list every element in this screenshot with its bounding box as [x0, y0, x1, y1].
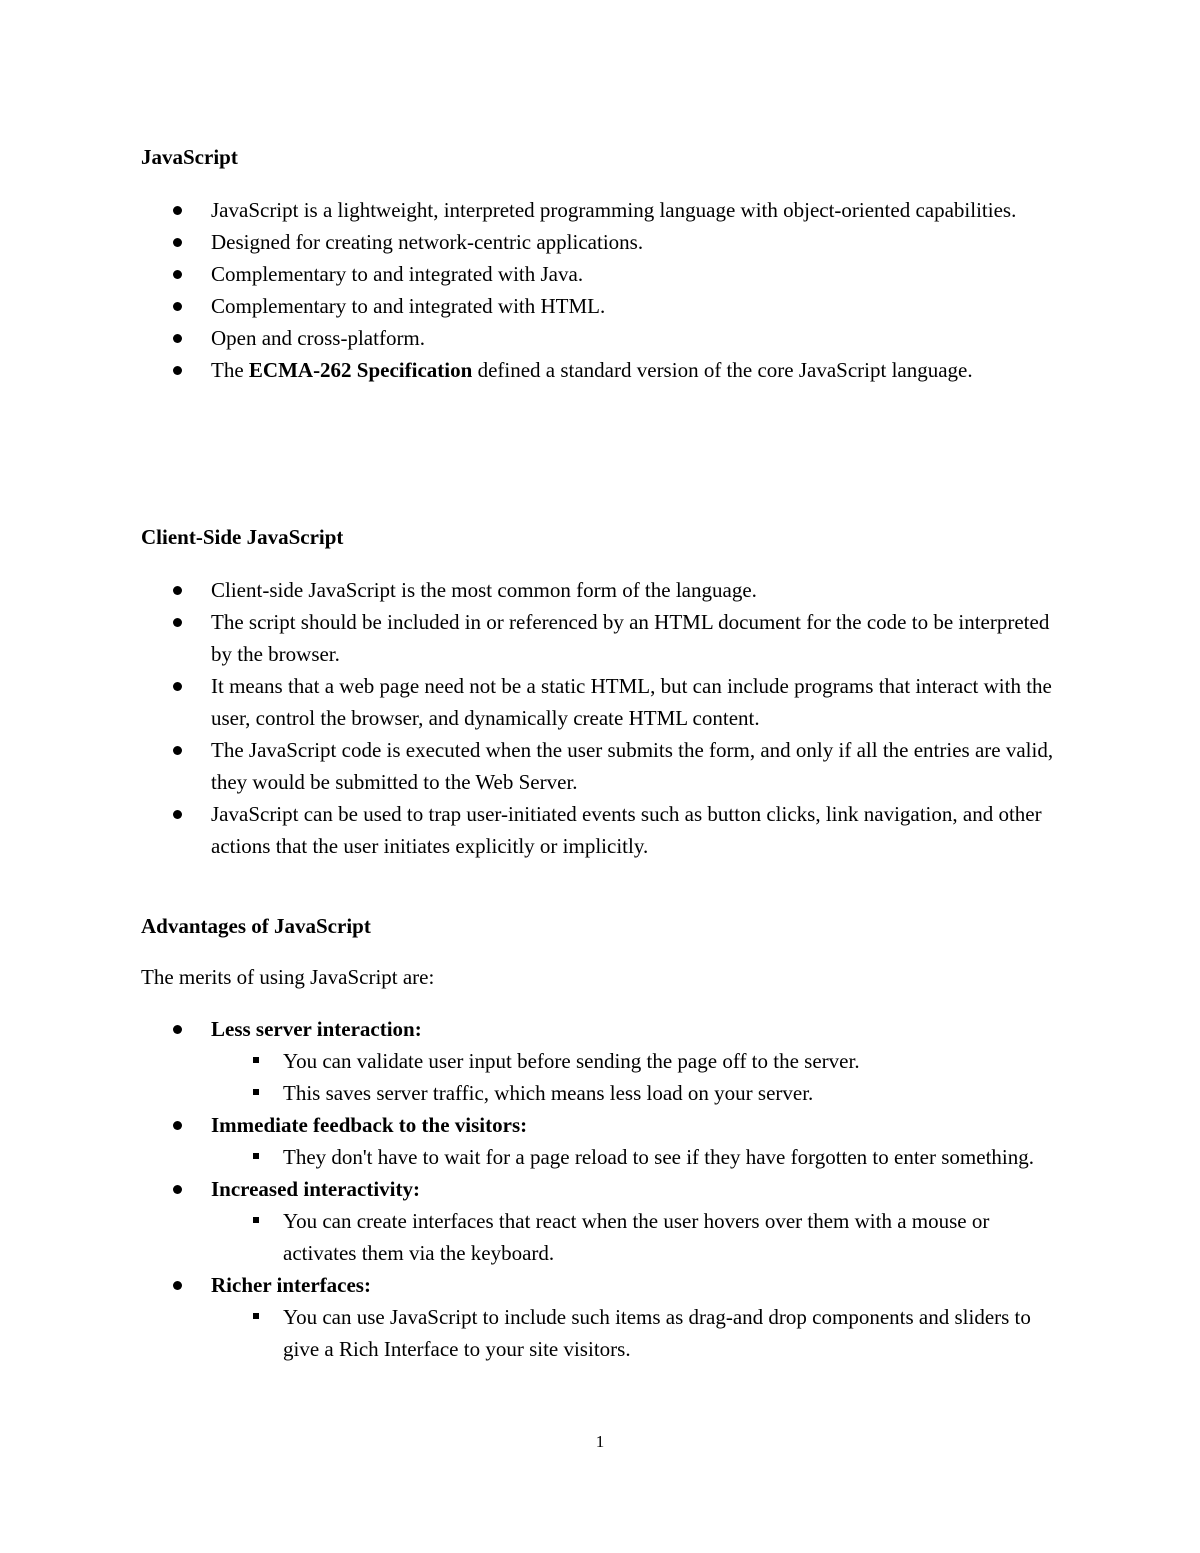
bullet-icon	[173, 238, 182, 247]
list-item: JavaScript can be used to trap user-initiated events such as button clicks, link navigation, and other actions that the user initiates explicitly or implicitly.	[0, 798, 1061, 862]
bullet-icon	[173, 302, 182, 311]
bullet-icon	[173, 682, 182, 691]
list-item: Less server interaction: You can validate user input before sending the page off to the server. This saves server traffic, which means less load on your server.	[0, 1013, 1061, 1109]
bullet-icon	[173, 1185, 182, 1194]
ecma-spec-term: ECMA-262 Specification	[248, 358, 473, 382]
bullet-icon	[173, 586, 182, 595]
client-side-bullet-list	[0, 574, 1061, 862]
list-item: Client-side JavaScript is the most common form of the language.	[0, 574, 1061, 606]
list-item: The JavaScript code is executed when the user submits the form, and only if all the entries are valid, they would be submitted to the Web Server.	[0, 734, 1061, 798]
list-item: Complementary to and integrated with Java.	[0, 258, 1061, 290]
bullet-icon	[173, 270, 182, 279]
square-bullet-icon	[253, 1153, 259, 1159]
sub-list-item: You can validate user input before sending the page off to the server.	[283, 1045, 1063, 1077]
bullet-icon	[173, 1121, 182, 1130]
sub-list-item: They don't have to wait for a page reload to see if they have forgotten to enter something.	[283, 1141, 1063, 1173]
advantages-bullet-list	[0, 1013, 1061, 1365]
list-item: Open and cross-platform.	[0, 322, 1061, 354]
list-item: Immediate feedback to the visitors: They don't have to wait for a page reload to see if they have forgotten to enter something.	[0, 1109, 1061, 1173]
bullet-icon	[173, 206, 182, 215]
list-item: It means that a web page need not be a static HTML, but can include programs that interact with the user, control the browser, and dynamically create HTML content.	[0, 670, 1061, 734]
heading-client-side-javascript: Client-Side JavaScript	[141, 525, 344, 549]
square-bullet-icon	[253, 1089, 259, 1095]
sub-list-item: You can create interfaces that react when the user hovers over them with a mouse or activates them via the keyboard.	[283, 1205, 1063, 1269]
advantages-intro: The merits of using JavaScript are:	[141, 965, 435, 989]
sub-list	[211, 1205, 1061, 1269]
bullet-icon	[173, 334, 182, 343]
list-item: Richer interfaces: You can use JavaScript to include such items as drag-and drop components and sliders to give a Rich Interface to your site visitors.	[0, 1269, 1061, 1365]
list-item: JavaScript is a lightweight, interpreted programming language with object-oriented capabilities.	[0, 194, 1061, 226]
sub-list	[211, 1045, 1061, 1109]
list-item: Designed for creating network-centric applications.	[0, 226, 1061, 258]
bullet-icon	[173, 810, 182, 819]
bullet-icon	[173, 1025, 182, 1034]
page-number: 1	[595, 1432, 605, 1451]
sub-list	[211, 1301, 1061, 1365]
list-item: Complementary to and integrated with HTML.	[0, 290, 1061, 322]
square-bullet-icon	[253, 1057, 259, 1063]
bullet-icon	[173, 746, 182, 755]
list-item: Increased interactivity: You can create interfaces that react when the user hovers over them with a mouse or activates them via the keyboard.	[0, 1173, 1061, 1269]
sub-list-item: You can use JavaScript to include such items as drag-and drop components and sliders to give a Rich Interface to your site visitors.	[283, 1301, 1063, 1365]
list-item: The script should be included in or referenced by an HTML document for the code to be interpreted by the browser.	[0, 606, 1061, 670]
heading-advantages-of-javascript: Advantages of JavaScript	[141, 914, 371, 938]
square-bullet-icon	[253, 1313, 259, 1319]
square-bullet-icon	[253, 1217, 259, 1223]
sub-list	[211, 1141, 1061, 1173]
bullet-icon	[173, 366, 182, 375]
list-item: The ECMA-262 Specification defined a standard version of the core JavaScript language.	[0, 354, 1061, 386]
heading-javascript: JavaScript	[141, 145, 238, 169]
bullet-icon	[173, 618, 182, 627]
bullet-icon	[173, 1281, 182, 1290]
javascript-bullet-list	[0, 194, 1061, 386]
sub-list-item: This saves server traffic, which means less load on your server.	[283, 1077, 1063, 1109]
